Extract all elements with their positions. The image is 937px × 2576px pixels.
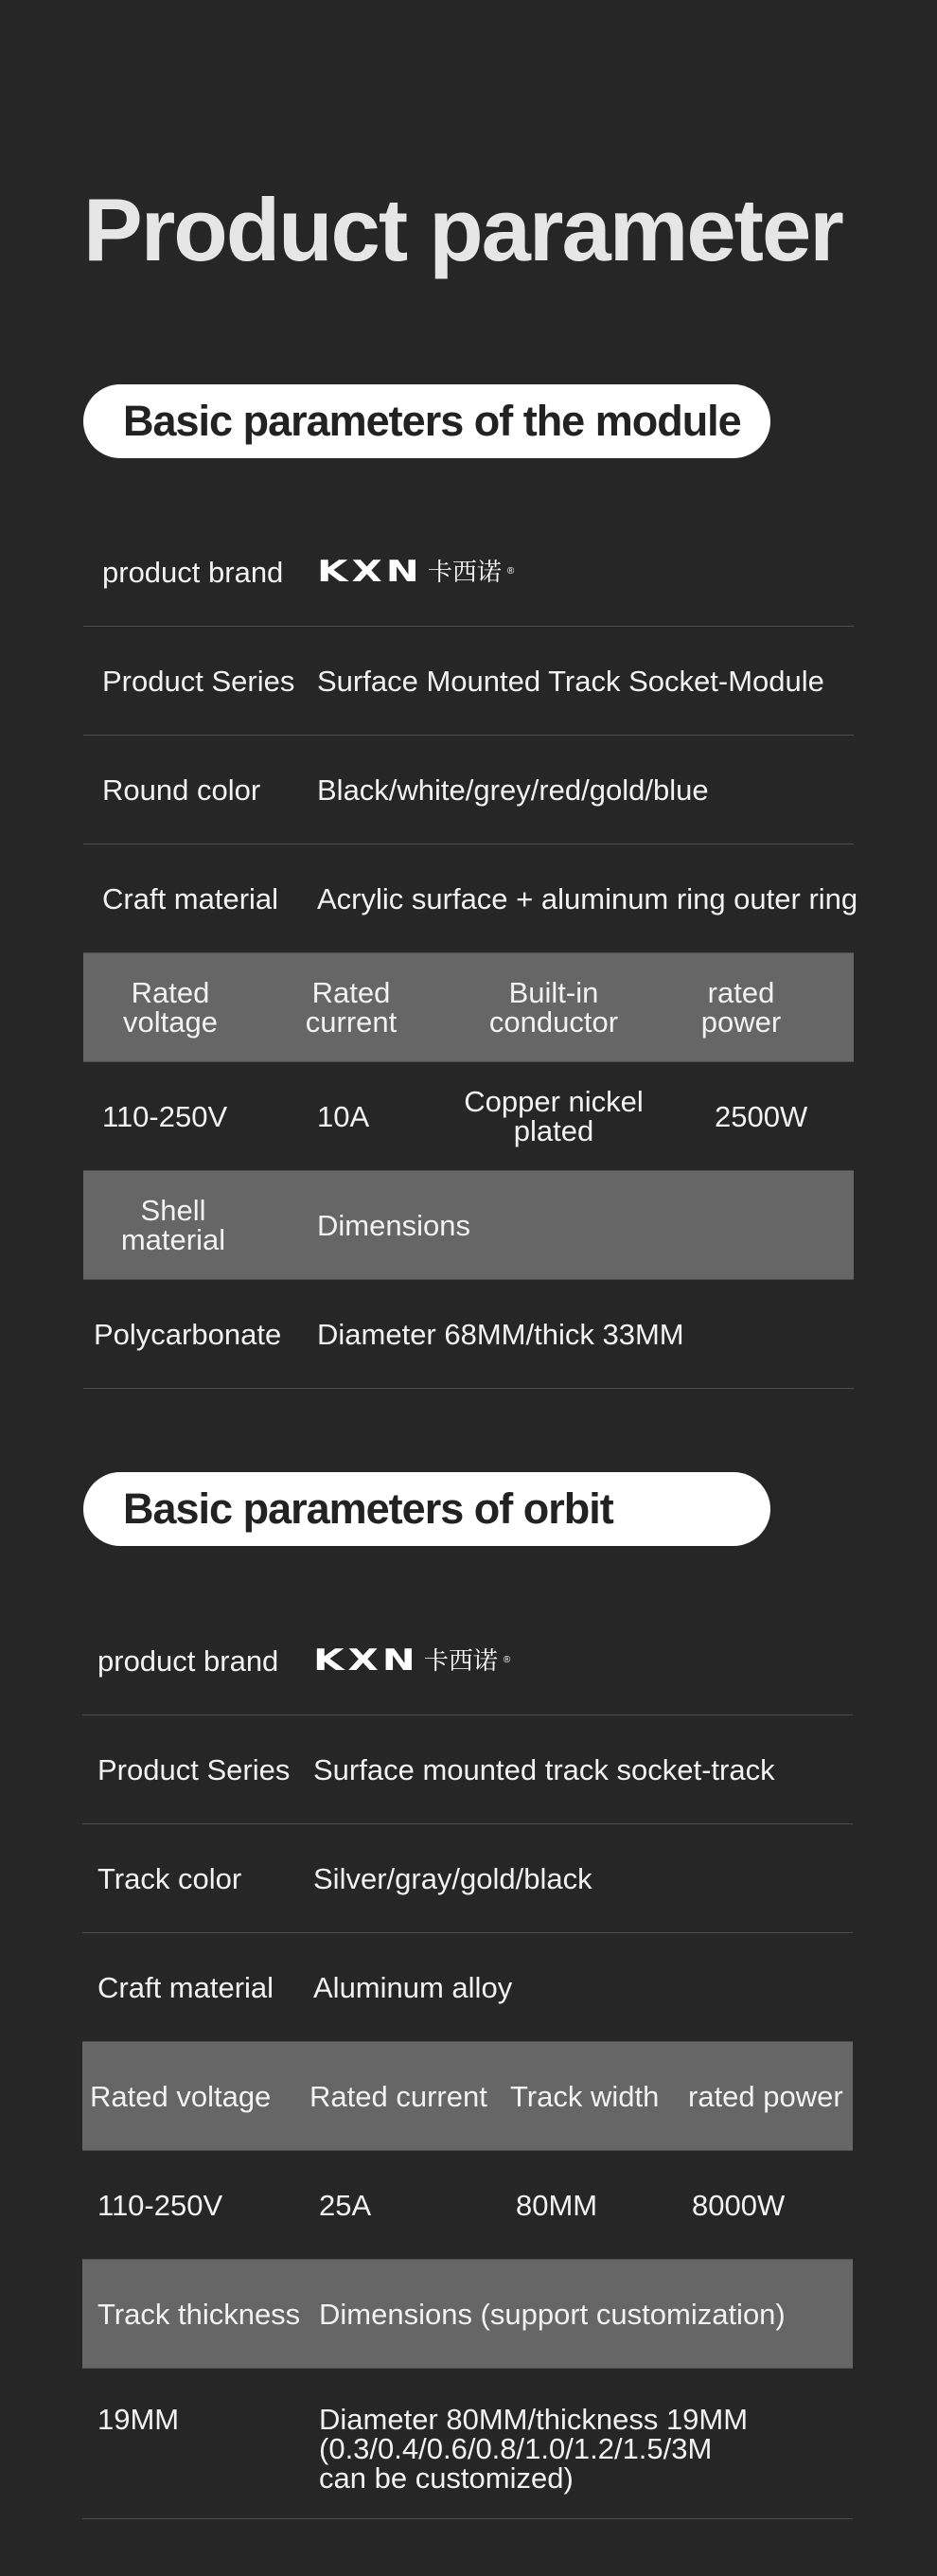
value-line: can be customized) [319, 2461, 574, 2495]
rated-power-header: rated power [688, 2079, 843, 2113]
orbit-thickness-value-row [82, 2369, 853, 2519]
rated-power-value: 2500W [715, 1099, 808, 1133]
brand-logo-chinese: 卡西诺 [427, 558, 502, 586]
module-electrical-value-row [83, 1062, 854, 1171]
orbit-parameter-table [82, 1607, 853, 2519]
header-line: current [305, 1005, 398, 1039]
track-width-value: 80MM [516, 2188, 598, 2222]
material-value: Acrylic surface + aluminum ring outer ring [317, 881, 858, 915]
series-value: Surface Mounted Track Socket-Module [317, 664, 824, 698]
rated-power-header [670, 953, 812, 1061]
module-brand-row [83, 518, 854, 627]
orbit-brand-row [82, 1607, 853, 1715]
rated-current-header [263, 953, 439, 1061]
rated-current-value: 25A [319, 2188, 372, 2222]
rated-voltage-header: Rated voltage [90, 2079, 272, 2113]
header-line: Rated [311, 976, 391, 1009]
brand-logo-latin: KXN [317, 554, 423, 589]
orbit-section-heading: Basic parameters of orbit [83, 1472, 770, 1546]
track-thickness-value: 19MM [97, 2403, 180, 2436]
dimensions-value [319, 2369, 748, 2518]
conductor-header [449, 953, 659, 1061]
shell-material-value: Polycarbonate [94, 1317, 282, 1351]
series-label: Product Series [97, 1752, 291, 1786]
rated-power-value: 8000W [692, 2188, 786, 2222]
registered-mark: ® [506, 566, 515, 577]
module-shell-value-row [83, 1280, 854, 1389]
rated-current-value: 10A [317, 1099, 370, 1133]
value-line: plated [513, 1114, 594, 1147]
header-line: Rated [131, 976, 210, 1009]
orbit-electrical-value-row [82, 2151, 853, 2260]
material-value: Aluminum alloy [313, 1970, 513, 2004]
module-color-row [83, 736, 854, 844]
module-shell-header-row [83, 1171, 854, 1280]
series-label: Product Series [102, 664, 295, 698]
module-parameter-table [83, 518, 858, 1389]
rated-voltage-header [83, 953, 257, 1061]
value-line: (0.3/0.4/0.6/0.8/1.0/1.2/1.5/3M [319, 2432, 713, 2465]
rated-voltage-value: 110-250V [102, 1099, 228, 1133]
color-label: Track color [97, 1861, 242, 1895]
brand-logo-latin: KXN [313, 1643, 419, 1678]
value-line: Copper nickel [464, 1085, 644, 1118]
dimensions-header: Dimensions (support customization) [319, 2297, 786, 2331]
brand-logo-chinese: 卡西诺 [423, 1646, 498, 1675]
orbit-series-row [82, 1715, 853, 1824]
dimensions-header: Dimensions [317, 1208, 470, 1242]
orbit-color-row [82, 1824, 853, 1933]
header-line: power [700, 1005, 782, 1039]
shell-material-header [83, 1171, 263, 1279]
rated-current-header: Rated current [309, 2079, 487, 2113]
page-title: Product parameter [83, 180, 842, 279]
orbit-electrical-header-row [82, 2042, 853, 2151]
header-line: Built-in [508, 976, 599, 1009]
brand-logo [317, 518, 514, 626]
material-label: Craft material [97, 1970, 274, 2004]
track-width-header: Track width [510, 2079, 660, 2113]
module-series-row [83, 627, 854, 736]
header-line: rated [707, 976, 775, 1009]
module-electrical-header-row [83, 953, 854, 1062]
dimensions-value: Diameter 68MM/thick 33MM [317, 1317, 684, 1351]
rated-voltage-value: 110-250V [97, 2188, 223, 2222]
conductor-value [449, 1062, 659, 1170]
material-label: Craft material [102, 881, 279, 915]
brand-label: product brand [97, 1643, 279, 1678]
color-value: Black/white/grey/red/gold/blue [317, 773, 709, 807]
track-thickness-header: Track thickness [97, 2297, 301, 2331]
module-material-row [83, 844, 858, 953]
header-line: voltage [123, 1005, 218, 1039]
color-label: Round color [102, 773, 261, 807]
series-value: Surface mounted track socket-track [313, 1752, 775, 1786]
header-line: material [120, 1223, 226, 1256]
header-line: conductor [488, 1005, 619, 1039]
brand-logo [313, 1607, 510, 1714]
color-value: Silver/gray/gold/black [313, 1861, 592, 1895]
module-section-heading: Basic parameters of the module [83, 384, 770, 458]
registered-mark: ® [503, 1655, 511, 1665]
header-line: Shell [140, 1194, 206, 1227]
value-line: Diameter 80MM/thickness 19MM [319, 2403, 749, 2436]
brand-label: product brand [102, 555, 284, 589]
orbit-thickness-header-row [82, 2260, 853, 2369]
orbit-material-row [82, 1933, 853, 2042]
